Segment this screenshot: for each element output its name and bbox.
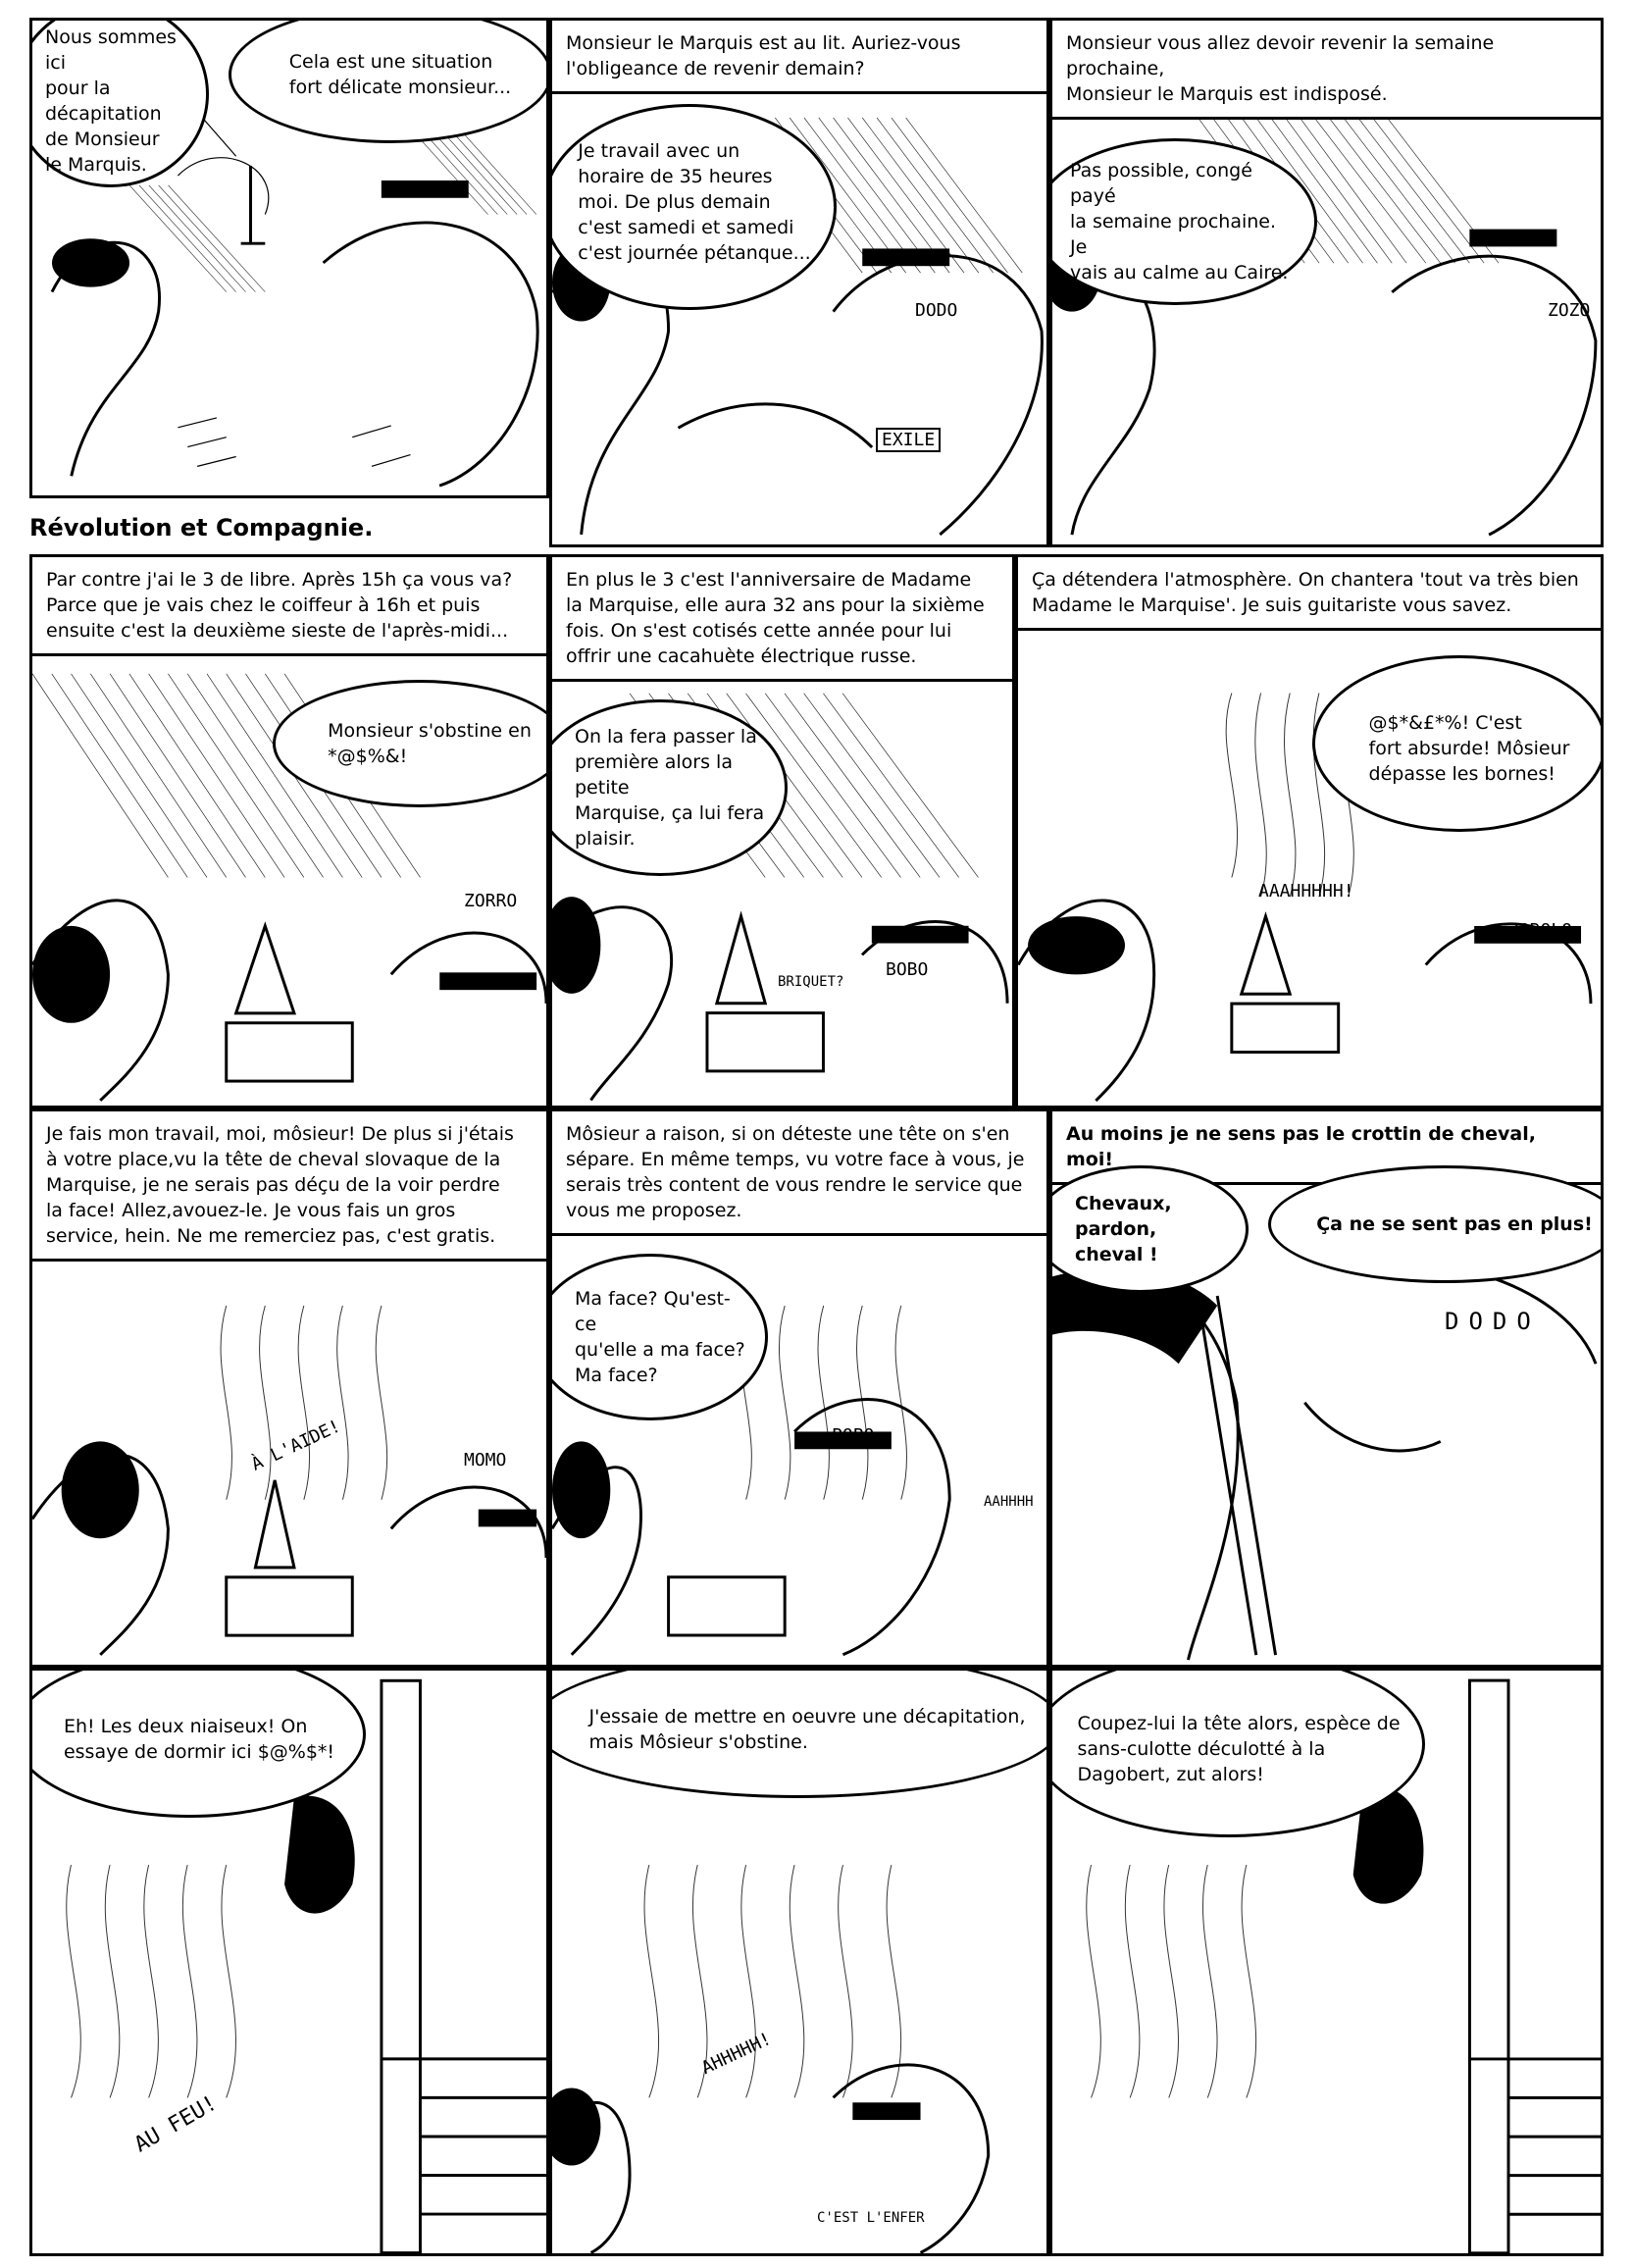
speech-bubble: Je travail avec un horaire de 35 heures moi. De plus demain c'est samedi et samedi c'est journée pétanque... [549, 104, 837, 310]
speech-bubble: Monsieur s'obstine en *@$%&! [273, 680, 549, 807]
caption-box: Môsieur a raison, si on déteste une tête on s'en sépare. En même temps, vu votre face à vous, je serais très content de vous rendre le service que vous me proposez. [552, 1111, 1046, 1236]
sound-effect: ZOZO [1548, 300, 1591, 321]
panel-6-artwork [1018, 557, 1601, 1106]
caption-box: Ça détendera l'atmosphère. On chantera 'tout va très bien Madame le Marquise'. Je suis guitariste vous savez. [1018, 557, 1601, 631]
panel-6 [1015, 554, 1604, 1108]
comic-title [29, 500, 549, 554]
sound-effect: EXILE [876, 428, 941, 452]
panel-2 [549, 18, 1049, 547]
sound-effect: POPO [832, 1425, 875, 1446]
caption-box: En plus le 3 c'est l'anniversaire de Madame la Marquise, elle aura 32 ans pour la sixième fois. On s'est cotisés cette année pour lui offrir une cacahuète électrique russe. [552, 557, 1012, 682]
sound-effect: AAHHHH [984, 1494, 1034, 1510]
panel-3 [1049, 18, 1604, 547]
caption-box: Au moins je ne sens pas le crottin de cheval, moi! [1052, 1111, 1601, 1185]
comic-title-text: Révolution et Compagnie. [29, 513, 374, 541]
speech-bubble: Ça ne se sent pas en plus! [1268, 1165, 1604, 1283]
speech-bubble: @$*&£*%! C'est fort absurde! Môsieur dépasse les bornes! [1312, 655, 1604, 832]
sound-effect: DODO [1445, 1308, 1541, 1335]
speech-bubble: Nous sommes ici pour la décapitation de Monsieur le Marquis. [29, 18, 209, 187]
speech-bubble: Pas possible, congé payé la semaine prochaine. Je vais au calme au Caire. [1049, 138, 1317, 305]
speech-bubble: Ma face? Qu'est-ce qu'elle a ma face? Ma face? [549, 1254, 768, 1420]
panel-8 [549, 1108, 1049, 1668]
panel-12 [1049, 1668, 1604, 2256]
speech-bubble: Coupez-lui la tête alors, espèce de sans-culotte déculotté à la Dagobert, zut alors! [1049, 1668, 1425, 1837]
speech-bubble: Chevaux, pardon, cheval ! [1049, 1165, 1249, 1293]
sound-effect: C'EST L'ENFER [817, 2210, 925, 2226]
sound-effect: AAAHHHHH! [1258, 881, 1354, 902]
panel-9 [1049, 1108, 1604, 1668]
panel-7 [29, 1108, 549, 1668]
panel-10 [29, 1668, 549, 2256]
caption-box: Monsieur vous allez devoir revenir la semaine prochaine, Monsieur le Marquis est indisposé. [1052, 21, 1601, 120]
sound-effect: BRIQUET? [778, 974, 844, 990]
sound-effect: ZORRO [464, 891, 518, 911]
speech-bubble: On la fera passer la première alors la petite Marquise, ça lui fera plaisir. [549, 699, 788, 876]
panel-5 [549, 554, 1015, 1108]
sound-effect: MOMO [464, 1450, 507, 1470]
sound-effect: ZOROLO [1508, 920, 1573, 941]
sound-effect: DODO [915, 300, 958, 321]
speech-bubble: Eh! Les deux niaiseux! On essaye de dormir ici $@%$*! [29, 1668, 366, 1818]
caption-box: Monsieur le Marquis est au lit. Auriez-vous l'obligeance de revenir demain? [552, 21, 1046, 94]
sound-effect: AHHHHH! [698, 2028, 775, 2080]
panel-4 [29, 554, 549, 1108]
caption-box: Par contre j'ai le 3 de libre. Après 15h ça vous va? Parce que je vais chez le coiffeur à 16h et puis ensuite c'est la deuxième sieste de l'après-midi... [32, 557, 546, 656]
sound-effect: BOBO [886, 959, 929, 980]
panel-11 [549, 1668, 1049, 2256]
panel-1 [29, 18, 549, 498]
speech-bubble: J'essaie de mettre en oeuvre une décapitation, mais Môsieur s'obstine. [549, 1668, 1049, 1798]
sound-effect: AU FEU! [129, 2090, 222, 2158]
sound-effect: À L'AIDE! [248, 1416, 344, 1475]
caption-box: Je fais mon travail, moi, môsieur! De plus si j'étais à votre place,vu la tête de cheval slovaque de la Marquise, je ne serais pas déçu de la voir perdre la face! Allez,avouez-le. Je vous fais un gros service, hein. Ne me remerciez pas, c'est gratis. [32, 1111, 546, 1262]
sound-effect: DODO [415, 178, 458, 198]
speech-bubble: Cela est une situation fort délicate monsieur... [229, 18, 549, 143]
